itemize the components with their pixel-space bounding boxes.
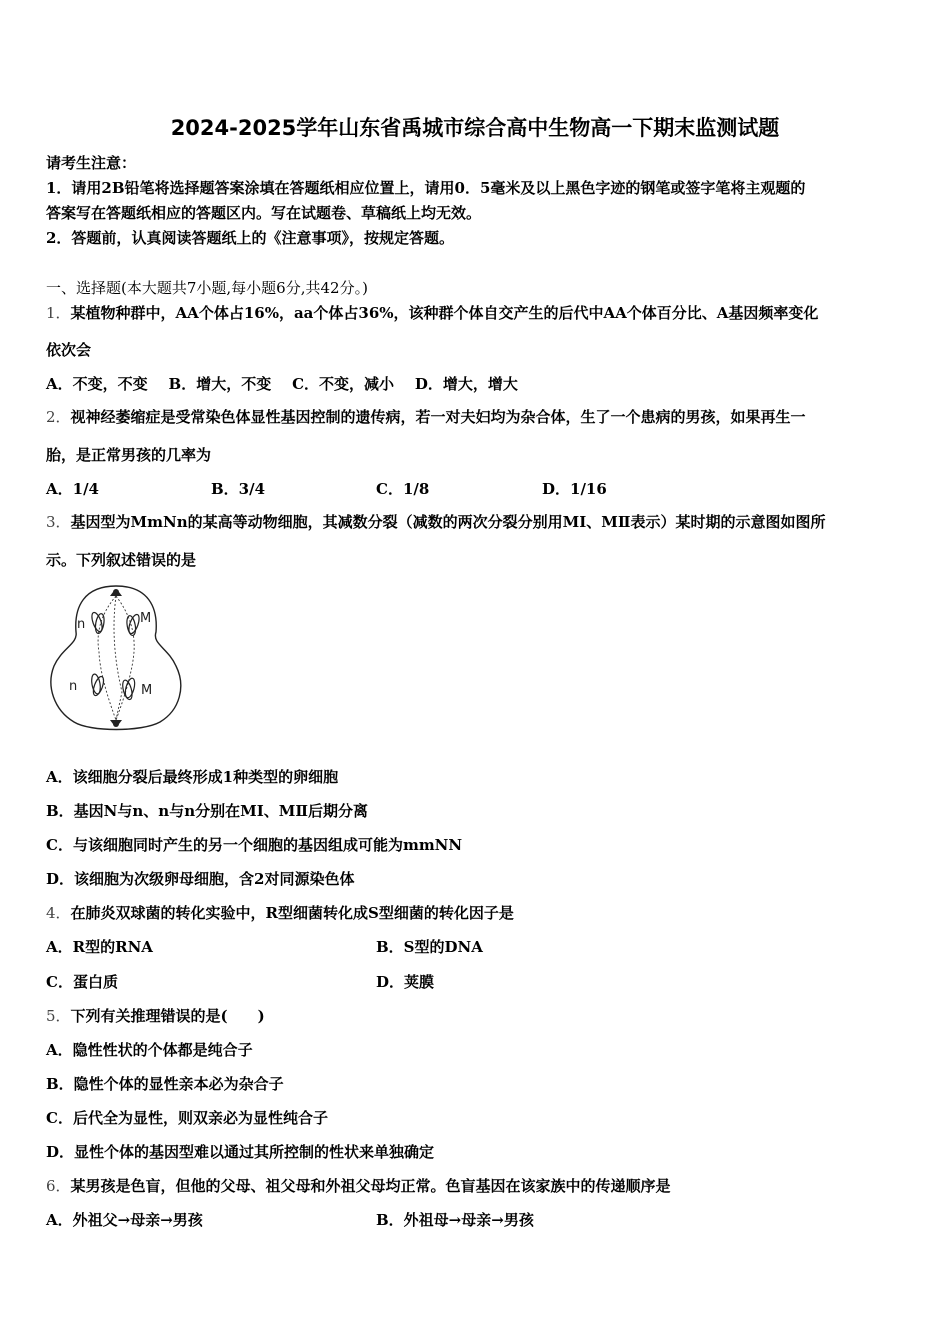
gene-label: n xyxy=(77,617,86,632)
chromosome xyxy=(88,609,112,636)
option-b: B．隐性个体的显性亲本必为杂合子 xyxy=(46,1075,284,1093)
option-d: D．荚膜 xyxy=(376,973,435,991)
notice-line: 1．请用2B铅笔将选择题答案涂填在答题纸相应位置上，请用0．5毫米及以上黑色字迹的钢笔或签字笔将主观题的 xyxy=(46,179,806,197)
question-number: 4． xyxy=(46,904,71,922)
gene-label: M xyxy=(141,683,153,698)
option-b: B．S型的DNA xyxy=(376,938,483,956)
chromosome xyxy=(116,676,138,703)
page-title: 2024-2025学年山东省禹城市综合高中生物高一下期末监测试题 xyxy=(170,116,780,140)
option-a: A．1/4 xyxy=(46,480,99,498)
notice-line: 2．答题前，认真阅读答题纸上的《注意事项》，按规定答题。 xyxy=(46,229,454,247)
question-number: 6． xyxy=(46,1177,71,1195)
question-1-stem-cont: 依次会 xyxy=(46,341,92,359)
question-number: 2． xyxy=(46,408,71,426)
question-number: 1． xyxy=(46,304,71,322)
question-6-stem: 6．某男孩是色盲，但他的父母、祖父母和外祖父母均正常。色盲基因在该家族中的传递顺序是 xyxy=(46,1177,671,1195)
chromosome xyxy=(88,672,109,698)
question-number: 3． xyxy=(46,513,71,531)
option-b: B．3/4 xyxy=(211,480,266,498)
option-b: B．基因N与n、n与n分别在MⅠ、MⅡ后期分离 xyxy=(46,802,368,820)
option-a: A．隐性性状的个体都是纯合子 xyxy=(46,1041,253,1059)
question-1-stem: 1．某植物种群中，AA个体占16%，aa个体占36%，该种群个体自交产生的后代中AA个体百分比、A基因频率变化 xyxy=(46,304,819,322)
question-number: 5． xyxy=(46,1007,71,1025)
gene-label: n xyxy=(69,679,78,694)
spindle-fiber xyxy=(114,596,122,720)
cell-division-diagram xyxy=(44,582,189,734)
question-4-stem: 4．在肺炎双球菌的转化实验中，R型细菌转化成S型细菌的转化因子是 xyxy=(46,904,514,922)
question-3-stem: 3．基因型为MmNn的某高等动物细胞，其减数分裂（减数的两次分裂分别用MⅠ、MⅡ表示）某时期的示意图如图所 xyxy=(46,513,826,531)
question-1-options: A．不变，不变 B．增大，不变 C．不变，减小 D．增大，增大 xyxy=(46,375,518,393)
option-d: D．显性个体的基因型难以通过其所控制的性状来单独确定 xyxy=(46,1143,435,1161)
notice-line: 答案写在答题纸相应的答题区内。写在试题卷、草稿纸上均无效。 xyxy=(46,204,482,222)
option-b: B．外祖母→母亲→男孩 xyxy=(376,1211,534,1229)
centriole-bottom xyxy=(113,721,119,727)
option-d: D．1/16 xyxy=(542,480,607,498)
notice-heading: 请考生注意： xyxy=(46,154,137,172)
option-d: D．该细胞为次级卵母细胞，含2对同源染色体 xyxy=(46,870,355,888)
question-2-stem: 2．视神经萎缩症是受常染色体显性基因控制的遗传病，若一对夫妇均为杂合体，生了一个患病的男孩，如果再生一 xyxy=(46,408,806,426)
question-5-stem: 5．下列有关推理错误的是( ) xyxy=(46,1007,265,1025)
spindle-fiber xyxy=(98,596,116,720)
gene-label: M xyxy=(140,611,152,626)
question-2-stem-cont: 胎，是正常男孩的几率为 xyxy=(46,446,212,464)
option-c: C．与该细胞同时产生的另一个细胞的基因组成可能为mmNN xyxy=(46,836,463,854)
option-c: C．蛋白质 xyxy=(46,973,118,991)
option-c: C．1/8 xyxy=(376,480,430,498)
question-3-stem-cont: 示。下列叙述错误的是 xyxy=(46,551,197,569)
spindle-fiber xyxy=(116,596,134,720)
centriole-top xyxy=(113,589,119,595)
option-a: A．R型的RNA xyxy=(46,938,153,956)
section-heading: 一、选择题(本大题共7小题,每小题6分,共42分。) xyxy=(46,279,368,297)
option-a: A．外祖父→母亲→男孩 xyxy=(46,1211,203,1229)
option-c: C．后代全为显性，则双亲必为显性纯合子 xyxy=(46,1109,328,1127)
option-a: A．该细胞分裂后最终形成1种类型的卵细胞 xyxy=(46,768,339,786)
